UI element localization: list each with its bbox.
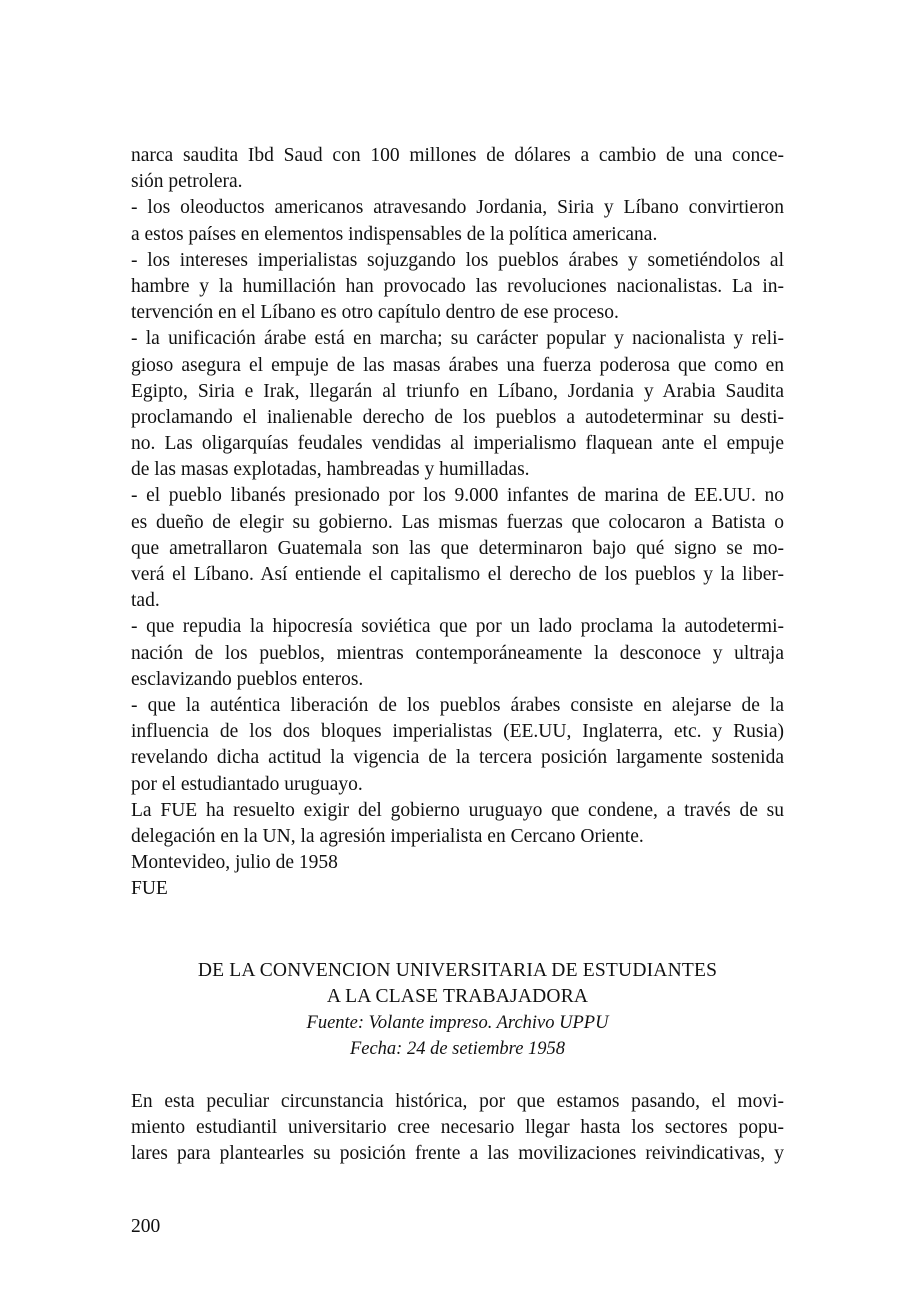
body-line: revelando dicha actitud la vigencia de la tercera posición largamente sostenida (131, 747, 784, 769)
body-line: Montevideo, julio de 1958 (131, 852, 338, 874)
closing-line: miento estudiantil universitario cree necesario llegar hasta los sectores popu- (131, 1117, 784, 1139)
body-line: por el estudiantado uruguayo. (131, 773, 363, 795)
body-line: Egipto, Siria e Irak, llegarán al triunfo en Líbano, Jordania y Arabia Saudita (131, 380, 784, 402)
closing-line: lares para plantearles su posición frente a las movilizaciones reivindicativas, y (131, 1143, 784, 1165)
section-heading (131, 958, 784, 1062)
body-line: delegación en la UN, la agresión imperialista en Cercano Oriente. (131, 825, 644, 847)
body-line: - el pueblo libanés presionado por los 9.000 infantes de marina de EE.UU. no (131, 485, 784, 507)
body-line: - la unificación árabe está en marcha; su carácter popular y nacionalista y reli- (131, 328, 784, 350)
body-line: esclavizando pueblos enteros. (131, 668, 364, 690)
body-line: sión petrolera. (131, 171, 243, 193)
body-line: narca saudita Ibd Saud con 100 millones de dólares a cambio de una conce- (131, 145, 784, 166)
body-line: nación de los pueblos, mientras contemporáneamente la desconoce y ultraja (131, 642, 784, 664)
body-line: verá el Líbano. Así entiende el capitalismo el derecho de los pueblos y la liber- (131, 564, 784, 585)
body-line: - que la auténtica liberación de los pueblos árabes consiste en alejarse de la (131, 694, 784, 716)
body-line: La FUE ha resuelto exigir del gobierno uruguayo que condene, a través de su (131, 799, 784, 821)
page-number: 200 (131, 1216, 161, 1237)
body-line: es dueño de elegir su gobierno. Las mismas fuerzas que colocaron a Batista o (131, 511, 784, 533)
body-line: proclamando el inalienable derecho de los pueblos a autodeterminar su desti- (131, 406, 784, 428)
body-line: - los oleoductos americanos atravesando Jordania, Siria y Líbano convirtieron (131, 197, 784, 219)
body-line: gioso asegura el empuje de las masas árabes una fuerza poderosa que como en (131, 354, 784, 376)
section-source: Fuente: Volante impreso. Archivo UPPU (306, 1013, 609, 1033)
closing-line: En esta peculiar circunstancia histórica, por que estamos pasando, el movi- (131, 1091, 784, 1112)
section-title-line-2: A LA CLASE TRABAJADORA (326, 986, 589, 1007)
body-line: no. Las oligarquías feudales vendidas al imperialismo flaquean ante el empuje (131, 433, 784, 455)
section-title-line-1: DE LA CONVENCION UNIVERSITARIA DE ESTUDIANTES (197, 960, 718, 981)
section-date: Fecha: 24 de setiembre 1958 (349, 1039, 566, 1059)
body-text (131, 143, 784, 902)
body-line: de las masas explotadas, hambreadas y humilladas. (131, 459, 530, 481)
body-line: FUE (131, 878, 168, 900)
body-line: que ametrallaron Guatemala son las que determinaron bajo qué signo se mo- (131, 537, 784, 559)
closing-paragraph (131, 1089, 784, 1168)
body-line: tad. (131, 590, 160, 612)
body-line: influencia de los dos bloques imperialistas (EE.UU, Inglaterra, etc. y Rusia) (131, 721, 784, 743)
body-line: - los intereses imperialistas sojuzgando los pueblos árabes y sometiéndolos al (131, 249, 784, 271)
body-line: a estos países en elementos indispensables de la política americana. (131, 223, 658, 245)
body-line: - que repudia la hipocresía soviética que por un lado proclama la autodetermi- (131, 616, 784, 638)
body-line: tervención en el Líbano es otro capítulo dentro de ese proceso. (131, 302, 619, 324)
body-line: hambre y la humillación han provocado las revoluciones nacionalistas. La in- (131, 275, 784, 297)
